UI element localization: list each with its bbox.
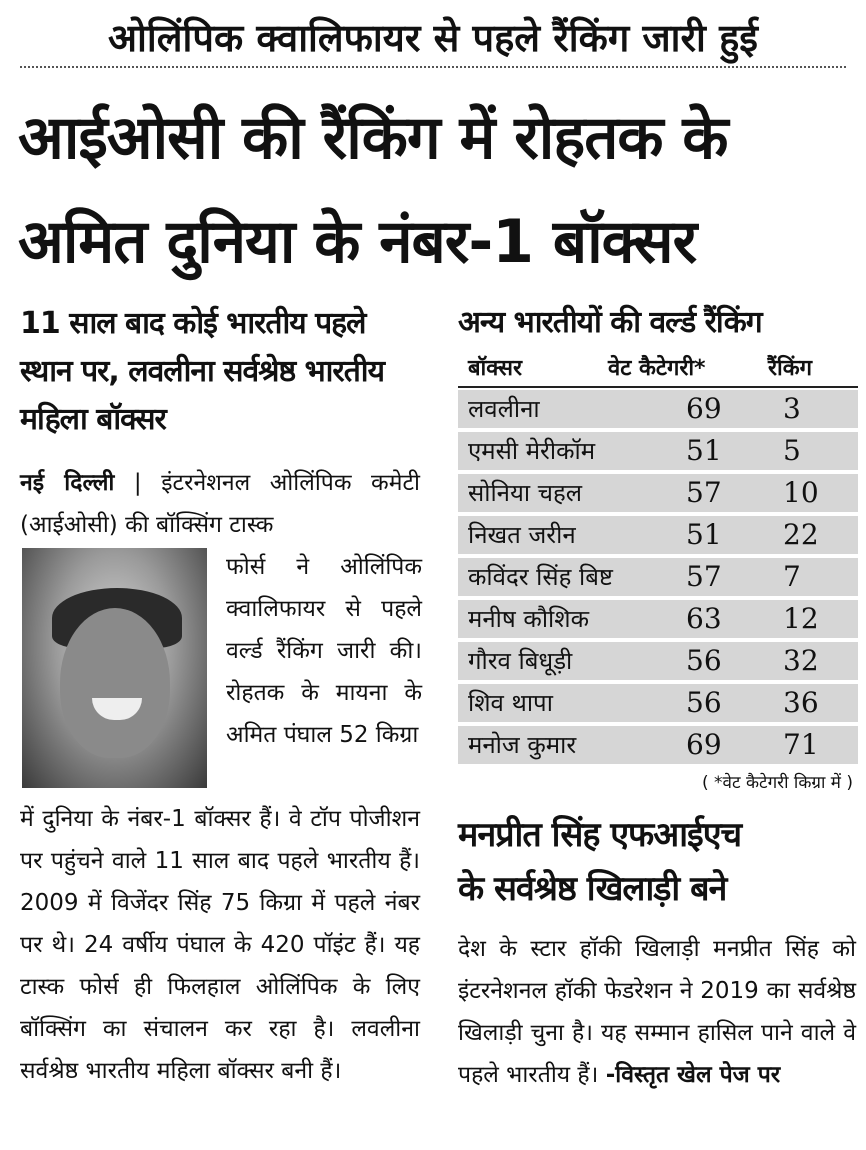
ranking-table — [458, 390, 858, 768]
cell-weight: 57 — [686, 476, 722, 509]
cell-rank: 36 — [783, 686, 819, 719]
ranking-title: अन्य भारतीयों की वर्ल्ड रैंकिंग — [458, 305, 762, 340]
cell-weight: 69 — [686, 728, 722, 761]
cell-rank: 71 — [783, 728, 819, 761]
cell-boxer: मनीष कौशिक — [468, 605, 590, 633]
cell-rank: 12 — [783, 602, 819, 635]
story-para-bottom: में दुनिया के नंबर-1 बॉक्सर हैं। वे टॉप पोजीशन पर पहुंचने वाले 11 साल बाद पहले भारतीय हैं। 2009 में विजेंदर सिंह 75 किग्रा में पहले नंबर पर थे। 24 वर्षीय पंघाल के 420 पॉइंट हैं। यह टास्क फोर्स ही फिलहाल ओलिंपिक के लिए बॉक्सिंग का संचालन कर रहा है। लवलीना सर्वश्रेष्ठ भारतीय महिला बॉक्सर बनी हैं। — [20, 806, 420, 1084]
header-rank: रैंकिंग — [768, 356, 812, 381]
ranking-table-header — [458, 352, 858, 388]
cell-boxer: मनोज कुमार — [468, 731, 577, 759]
story-para-top: इंटरनेशनल ओलिंपिक कमेटी (आईओसी) की बॉक्सिंग टास्क — [20, 470, 421, 538]
headline-line-1: आईओसी की रैंकिंग में रोहतक के — [18, 103, 728, 173]
header-boxer: बॉक्सर — [468, 356, 522, 381]
table-row — [458, 558, 858, 596]
table-row — [458, 390, 858, 428]
cell-boxer: सोनिया चहल — [468, 479, 582, 507]
kicker-divider — [20, 66, 846, 68]
cell-boxer: शिव थापा — [468, 689, 553, 717]
cell-rank: 22 — [783, 518, 819, 551]
cell-weight: 69 — [686, 392, 722, 425]
table-row — [458, 600, 858, 638]
table-row — [458, 474, 858, 512]
table-row — [458, 642, 858, 680]
cell-rank: 7 — [783, 560, 801, 593]
cell-rank: 5 — [783, 434, 801, 467]
cell-weight: 63 — [686, 602, 722, 635]
cell-weight: 57 — [686, 560, 722, 593]
hockey-continued: -विस्तृत खेल पेज पर — [605, 1062, 781, 1088]
boxer-photo — [22, 548, 207, 788]
headline-line-2: अमित दुनिया के नंबर-1 बॉक्सर — [18, 207, 697, 277]
hockey-headline-line-1: मनप्रीत सिंह एफआईएच — [458, 815, 742, 855]
table-row — [458, 684, 858, 722]
subheadline: 11 साल बाद कोई भारतीय पहले स्थान पर, लवलीना सर्वश्रेष्ठ भारतीय महिला बॉक्सर — [20, 306, 384, 437]
cell-weight: 56 — [686, 686, 722, 719]
hockey-headline — [458, 808, 858, 916]
story-intro — [20, 462, 420, 546]
table-row — [458, 726, 858, 764]
cell-weight: 51 — [686, 518, 722, 551]
cell-rank: 32 — [783, 644, 819, 677]
table-row — [458, 516, 858, 554]
kicker: ओलिंपिक क्वालिफायर से पहले रैंकिंग जारी हुई — [108, 16, 758, 60]
cell-rank: 10 — [783, 476, 819, 509]
cell-boxer: एमसी मेरीकॉम — [468, 437, 596, 465]
header-weight: वेट कैटेगरी* — [608, 356, 706, 381]
cell-boxer: लवलीना — [468, 395, 540, 423]
dateline: नई दिल्ली — [20, 470, 115, 496]
table-row — [458, 432, 858, 470]
hockey-headline-line-2: के सर्वश्रेष्ठ खिलाड़ी बने — [458, 869, 727, 909]
ranking-footnote: ( *वेट कैटेगरी किग्रा में ) — [702, 773, 853, 793]
story-para-side: फोर्स ने ओलिंपिक क्वालिफायर से पहले वर्ल्ड रैंकिंग जारी की। रोहतक के मायना के अमित पंघाल 52 किग्रा — [226, 554, 422, 748]
hockey-body: देश के स्टार हॉकी खिलाड़ी मनप्रीत सिंह को इंटरनेशनल हॉकी फेडरेशन ने 2019 का सर्वश्रेष्ठ खिलाड़ी चुना है। यह सम्मान हासिल पाने वाले वे पहले भारतीय हैं। — [458, 936, 856, 1088]
hockey-story — [458, 928, 856, 1096]
cell-weight: 51 — [686, 434, 722, 467]
cell-boxer: गौरव बिधूड़ी — [468, 647, 573, 675]
dateline-separator: | — [133, 470, 142, 496]
cell-rank: 3 — [783, 392, 801, 425]
cell-boxer: कविंदर सिंह बिष्ट — [468, 563, 613, 591]
cell-boxer: निखत जरीन — [468, 521, 576, 549]
cell-weight: 56 — [686, 644, 722, 677]
